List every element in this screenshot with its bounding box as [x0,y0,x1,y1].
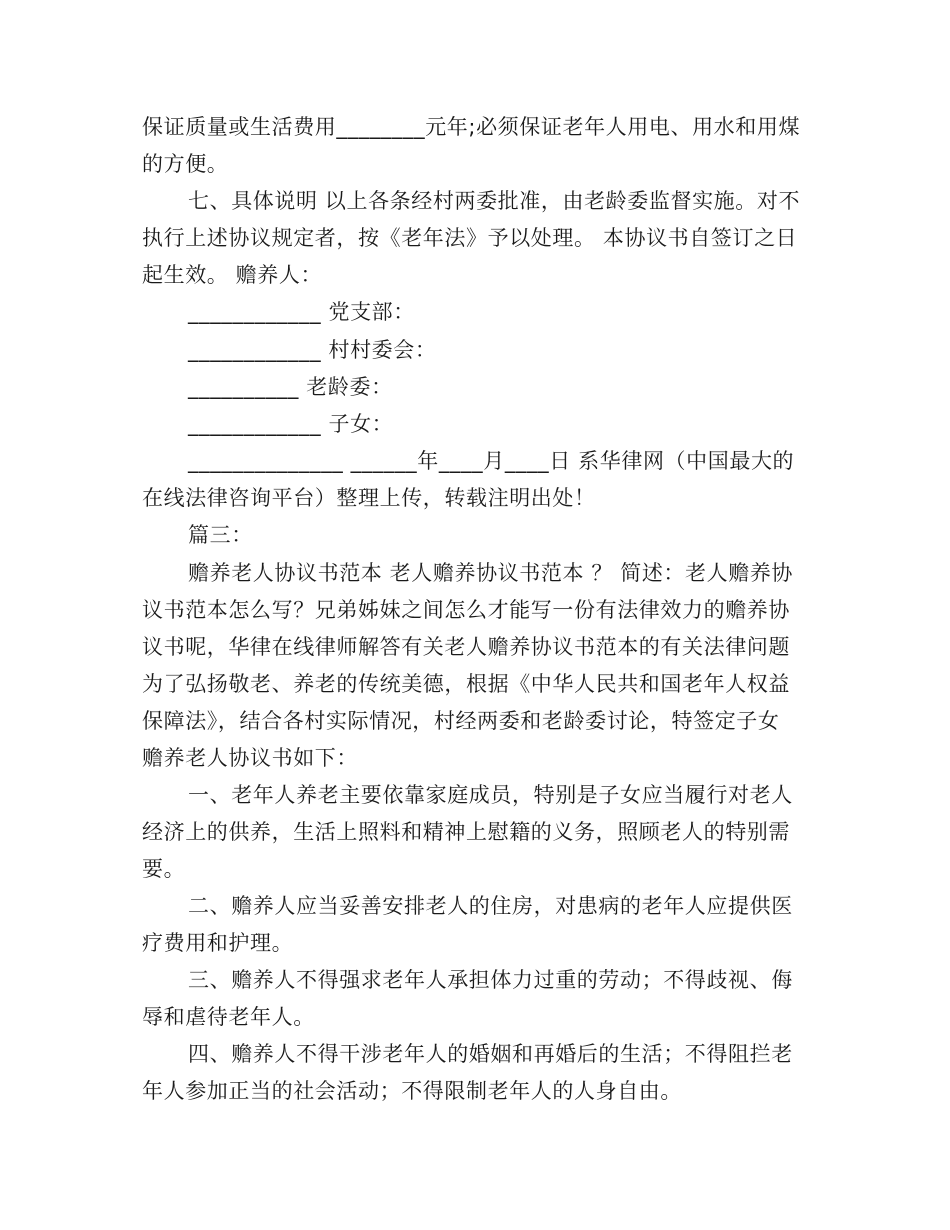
text-line: 赡养老人协议书如下： [142,746,358,770]
text-line: 疗费用和护理。 [142,931,294,955]
text-line: 保证质量或生活费用________元年;必须保证老年人用电、用水和用煤 [142,115,801,139]
signature-party-branch: ____________ 党支部： [188,300,415,324]
section-7-heading: 七、具体说明 以上各条经村两委批准，由老龄委监督实施。对不 [188,189,801,213]
signature-date-line: ______________ ______年____月____日 系华律网（中国最大的 [188,449,795,473]
text-line: 辱和虐待老年人。 [142,1005,315,1029]
text-line: 议书呢，华律在线律师解答有关老人赡养协议书范本的有关法律问题 [142,635,790,659]
text-line: 的方便。 [142,152,229,176]
text-line: 议书范本怎么写？兄弟姊妹之间怎么才能写一份有法律效力的赡养协 [142,598,790,622]
text-line: 保障法》，结合各村实际情况，村经两委和老龄委讨论，特签定子女 [142,709,780,733]
signature-children: ____________ 子女： [188,412,394,436]
clause-3: 三、赡养人不得强求老年人承担体力过重的劳动；不得歧视、侮 [188,968,793,992]
text-line: 在线法律咨询平台）整理上传，转载注明出处！ [142,486,596,510]
signature-village-committee: ____________ 村村委会： [188,338,437,362]
clause-4: 四、赡养人不得干涉老年人的婚姻和再婚后的生活；不得阻拦老 [188,1042,793,1066]
text-line: 年人参加正当的社会活动；不得限制老年人的人身自由。 [142,1079,682,1103]
text-line: 要。 [142,857,186,881]
text-line: 执行上述协议规定者，按《老年法》予以处理。 本协议书自签订之日 [142,226,798,250]
section-heading-part-three: 篇三： [188,523,253,547]
text-line: 为了弘扬敬老、养老的传统美德，根据《中华人民共和国老年人权益 [142,672,790,696]
signature-elderly-committee: __________ 老龄委： [188,375,393,399]
text-line: 经济上的供养，生活上照料和精神上慰籍的义务，照顾老人的特别需 [142,820,790,844]
clause-2: 二、赡养人应当妥善安排老人的住房，对患病的老年人应提供医 [188,894,793,918]
text-line: 赡养老人协议书范本 老人赡养协议书范本 ？ 简述：老人赡养协 [188,561,794,585]
clause-1: 一、老年人养老主要依靠家庭成员，特别是子女应当履行对老人 [188,783,793,807]
text-line: 起生效。 赡养人： [142,263,323,287]
